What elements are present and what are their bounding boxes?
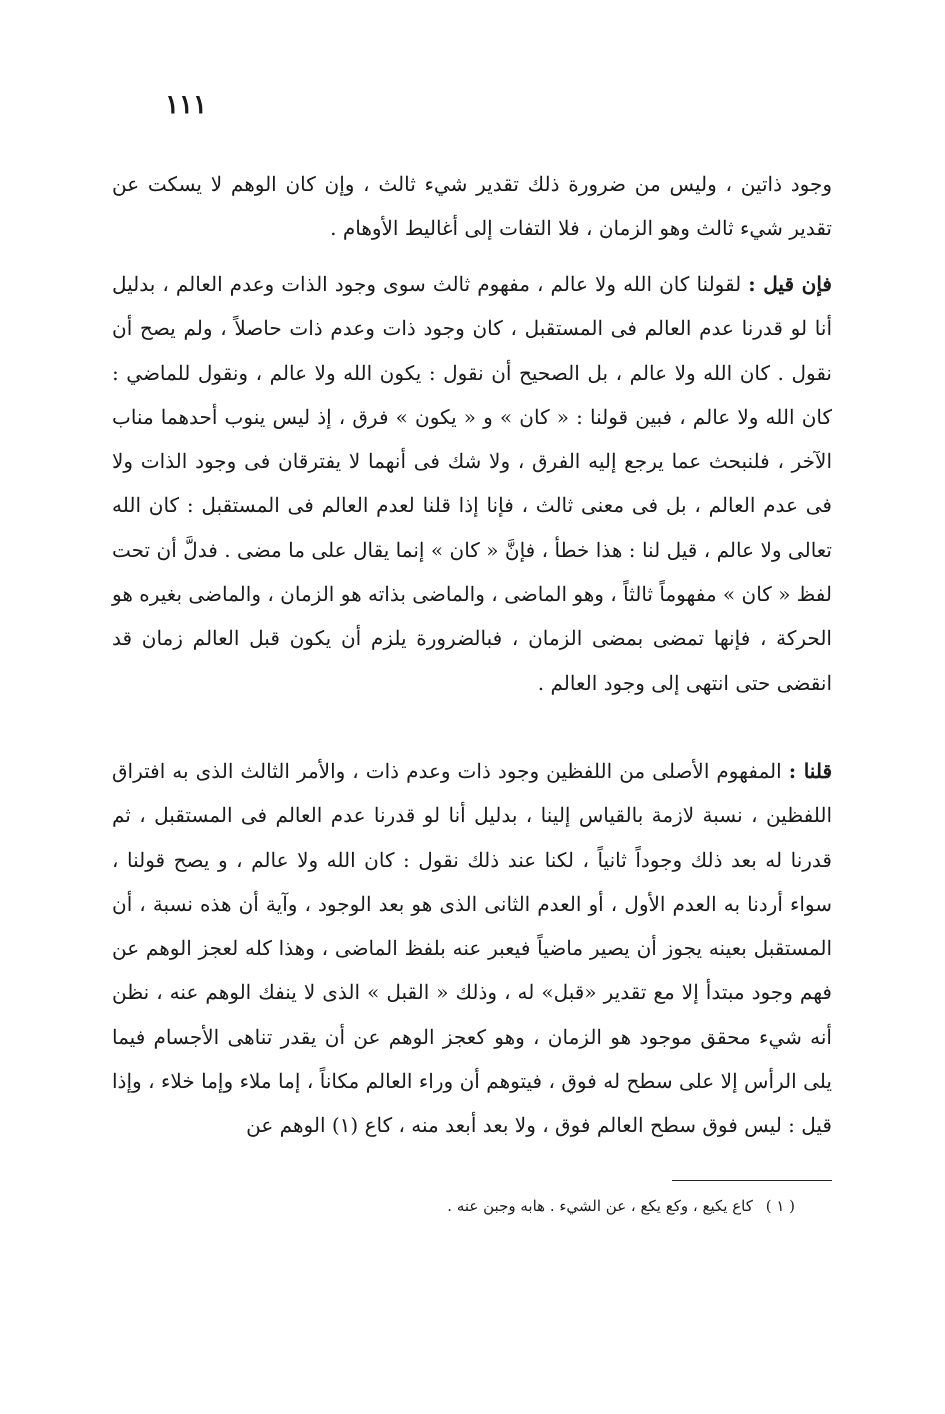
paragraph-text: المفهوم الأصلى من اللفظين وجود ذات وعدم ذات ، والأمر الثالث الذى به افتراق اللفظين ، نسبة لازمة بالقياس إلينا ، بدليل أنا لو قدرنا عدم العالم فى المستقبل ، ثم قدرنا له بعد ذلك وجوداً ثانياً ، لكنا عند ذلك نقول : كان الله ولا عالم ، و يصح قولنا ، سواء أردنا به العدم الأول ، أو العدم الثانى الذى هو بعد الوجود ، وآية أن هذه نسبة ، أن المستقبل بعينه يجوز أن يصير ماضياً فيعبر عنه بلفظ الماضى ، وهذا كله لعجز الوهم عن فهم وجود مبتدأ إلا مع تقدير «قبل» له ، وذلك « القبل » الذى لا ينفك الوهم عنه ، نظن أنه شيء محقق موجود هو الزمان ، وهو كعجز الوهم عن أن يقدر تناهى الأجسام فيما يلى الرأس إلا على سطح له فوق ، فيتوهم أن وراء العالم مكاناً ، إما ملاء وإما خلاء ، وإذا قيل : ليس فوق سطح العالم فوق ، ولا بعد أبعد منه ، كاع (١) الوهم عن <box>112 759 832 1138</box>
paragraph-text: وجود ذاتين ، وليس من ضرورة ذلك تقدير شيء ثالث ، وإن كان الوهم لا يسكت عن تقدير شيء ثالث وهو الزمان ، فلا التفات إلى أغاليط الأوهام . <box>112 172 832 241</box>
footnote-text: كاع يكيع ، وكع يكع ، عن الشيء . هابه وجبن عنه . <box>447 1197 753 1215</box>
paragraph-objection <box>112 262 832 705</box>
paragraph-continuation <box>112 162 832 251</box>
page-number: ١١١ <box>165 90 207 120</box>
paragraph-lead: قلنا : <box>788 759 832 783</box>
footnote-marker: ( ١ ) <box>765 1197 795 1215</box>
paragraph-text: لقولنا كان الله ولا عالم ، مفهوم ثالث سوى وجود الذات وعدم العالم ، بدليل أنا لو قدرنا عدم العالم فى المستقبل ، كان وجود ذات وعدم ذات حاصلاً ، ولم يصح أن نقول . كان الله ولا عالم ، بل الصحيح أن نقول : يكون الله ولا عالم ، ونقول للماضي : كان الله ولا عالم ، فبين قولنا : « كان » و « يكون » فرق ، إذ ليس ينوب أحدهما مناب الآخر ، فلنبحث عما يرجع إليه الفرق ، ولا شك فى أنهما لا يفترقان فى وجود الذات ولا فى عدم العالم ، بل فى معنى ثالث ، فإنا إذا قلنا لعدم العالم فى المستقبل : كان الله تعالى ولا عالم ، قيل لنا : هذا خطأ ، فإنَّ « كان » إنما يقال على ما مضى . فدلَّ أن تحت لفظ « كان » مفهوماً ثالثاً ، وهو الماضى ، والماضى بذاته هو الزمان ، والماضى بغيره هو الحركة ، فإنها تمضى بمضى الزمان ، فبالضرورة يلزم أن يكون قبل العالم زمان قد انقضى حتى انتهى إلى وجود العالم . <box>112 272 832 695</box>
footnote <box>115 1193 795 1219</box>
paragraph-lead: فإن قيل : <box>748 272 832 296</box>
paragraph-reply <box>112 749 832 1148</box>
footnote-divider <box>672 1180 832 1181</box>
